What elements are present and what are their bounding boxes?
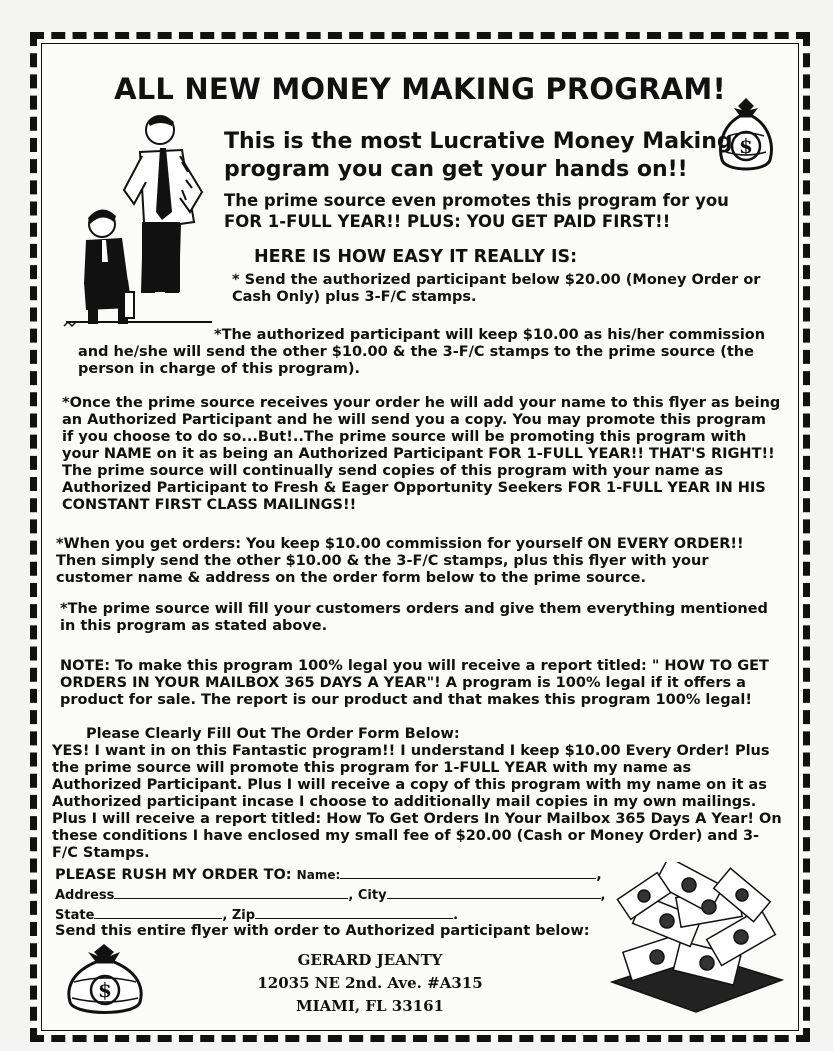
cash-pile-illustration [606,862,786,1018]
flyer-title: ALL NEW MONEY MAKING PROGRAM! [114,72,726,106]
paragraph-once: *Once the prime source receives your order he will add your name to this flyer as being an Authorized Participant and he will send you a copy. You may promote this program if you choose to do so...But!..The prime source will be promoting this program with your NAME on it as being an Authorized Participant FOR 1-FULL YEAR!! THAT'S RIGHT!! The prime source will continually send copies of this program with your name as Authorized Participant to Fresh & Eager Opportunity Seekers FOR 1-FULL YEAR IN HIS CONSTANT FIRST CLASS MAILINGS!! [62,395,781,513]
city-label: City [357,888,387,903]
send-instruction: Send this entire flyer with order to Authorized participant below: [55,923,590,939]
bag-dollar-sign: $ [739,134,753,158]
participant-address [250,949,490,1018]
zip-label: Zip [231,908,256,923]
city-field[interactable] [387,885,601,899]
state-row: State , Zip . [55,905,458,923]
paragraph-orders: *When you get orders: You keep $10.00 commission for yourself ON EVERY ORDER!! Then simply send the other $10.00 & the 3-F/C stamps, plus this flyer with your customer name & address on the order form below to the prime source. [56,536,744,586]
name-label: Name: [296,868,341,882]
address-field[interactable] [114,885,348,899]
money-bag-icon [64,944,146,1018]
rush-order-row: PLEASE RUSH MY ORDER TO: Name: , [55,867,602,883]
businessmen-illustration [62,112,222,334]
order-text: YES! I want in on this Fantastic program!! I understand I keep $10.00 Every Order! Plus the prime source will promote this program for 1-FULL YEAR with my name as Authorized Participant. Plus I will receive a copy of this program with my name on it as Authorized participant incase I choose to additionally mail copies in my own mailings. Plus I will receive a report titled: How To Get Orders In Your Mailbox 365 Days A Year! On these conditions I have enclosed my small fee of $20.00 (Cash or Money Order) and 3-F/C Stamps. [52,743,782,861]
state-label: State [55,908,95,923]
step-1: * Send the authorized participant below $20.00 (Money Order or Cash Only) plus 3-F/C stamps. [232,272,761,305]
step-2 [78,327,790,378]
step-2-line1: *The authorized participant will keep $10.00 as his/her commission [214,327,766,343]
bag-dollar-sign: $ [98,978,112,1002]
address-row: Address , City , [55,885,606,903]
address-label: Address [55,888,115,903]
step-2-rest: and he/she will send the other $10.00 & the 3-F/C stamps to the prime source (the person in charge of this program). [78,344,754,377]
paragraph-note: NOTE: To make this program 100% legal you will receive a report titled: " HOW TO GET ORDERS IN YOUR MAILBOX 365 DAYS A YEAR"! A program is 100% legal if it offers a product for sale. The report is our product and that makes this program 100% legal! [60,658,769,708]
order-heading: Please Clearly Fill Out The Order Form Below: [86,726,460,742]
rush-label: PLEASE RUSH MY ORDER TO: [55,867,292,883]
zip-field[interactable] [255,905,453,919]
subtitle: This is the most Lucrative Money Making program you can get your hands on!! [224,129,733,182]
paragraph-fill: *The prime source will fill your customers orders and give them everything mentioned in this program as stated above. [60,601,768,634]
participant-street: 12035 NE 2nd. Ave. #A315 [257,974,483,992]
name-field[interactable] [340,865,596,879]
state-field[interactable] [94,905,222,919]
participant-name: GERARD JEANTY [297,951,443,969]
participant-city: MIAMI, FL 33161 [296,997,444,1015]
how-heading: HERE IS HOW EASY IT REALLY IS: [254,247,578,267]
subtitle-secondary: The prime source even promotes this program for you FOR 1-FULL YEAR!! PLUS: YOU GET PAID FIRST!! [224,191,729,231]
order-section [52,726,782,862]
